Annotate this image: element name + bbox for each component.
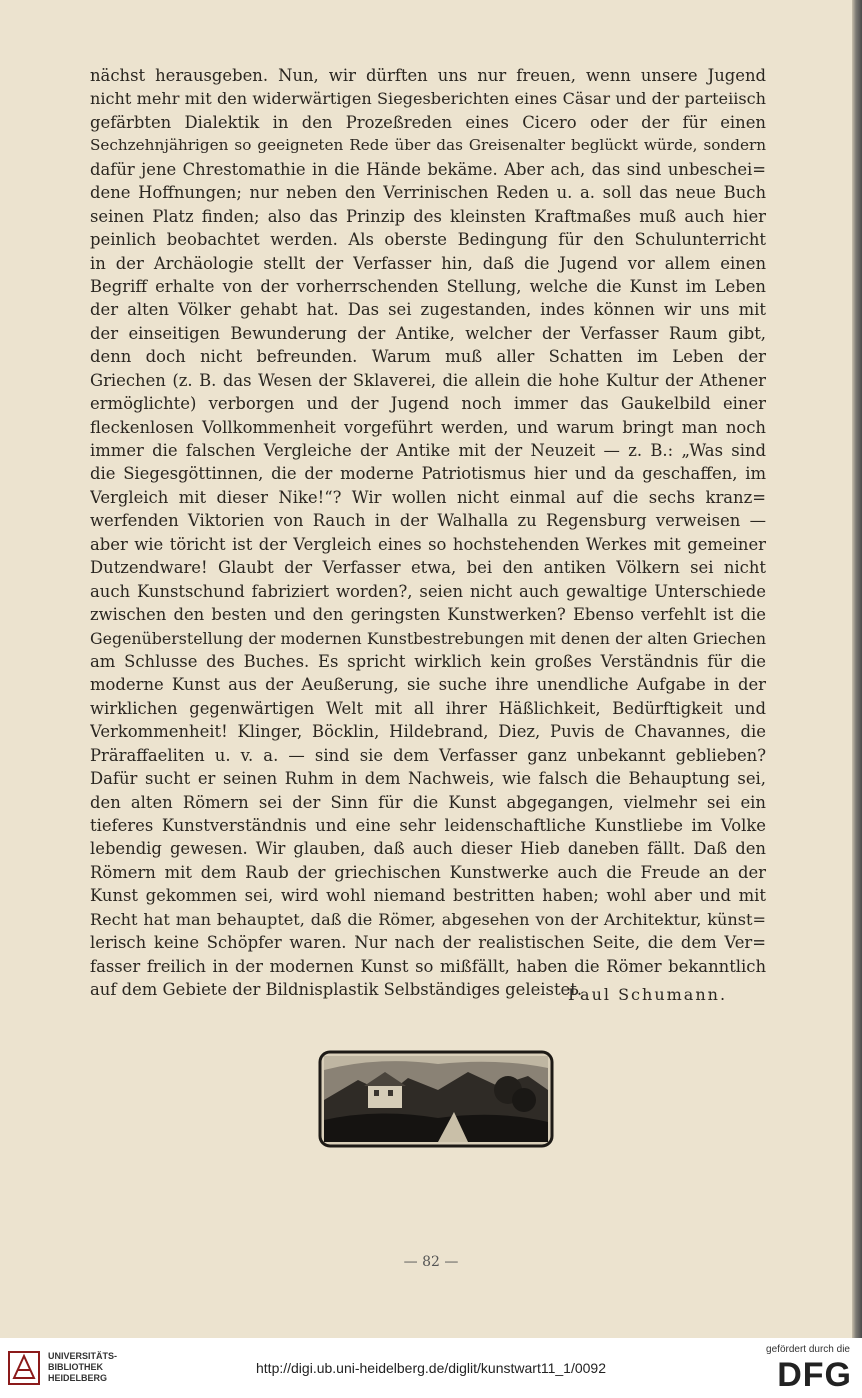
text-line: Vergleich mit dieser Nike!“? Wir wollen nicht einmal auf die sechs kranz= xyxy=(90,487,766,507)
text-line: Präraffaeliten u. v. a. — sind sie dem Verfasser ganz unbekannt geblieben? xyxy=(90,745,766,765)
text-line: werfenden Viktorien von Rauch in der Walhalla zu Regensburg verweisen — xyxy=(90,511,766,531)
text-line: Römern mit dem Raub der griechischen Kunstwerke auch die Freude an der xyxy=(90,862,766,882)
text-line: der alten Völker gehabt hat. Das sei zugestanden, indes können wir uns mit xyxy=(90,300,766,320)
text-line: am Schlusse des Buches. Es spricht wirklich kein großes Verständnis für die xyxy=(90,651,766,671)
text-line: Griechen (z. B. das Wesen der Sklaverei, die allein die hohe Kultur der Athener xyxy=(90,370,766,390)
text-line: zwischen den besten und den geringsten Kunstwerken? Ebenso verfehlt ist die xyxy=(90,605,766,625)
text-line: den alten Römern sei der Sinn für die Kunst abgegangen, vielmehr sei ein xyxy=(90,792,766,812)
text-line: ermöglichte) verborgen und der Jugend noch immer das Gaukelbild einer xyxy=(90,394,766,414)
landscape-vignette-image xyxy=(318,1050,554,1148)
text-line: moderne Kunst aus der Aeußerung, sie suche ihre unendliche Aufgabe in der xyxy=(90,675,766,695)
library-line: BIBLIOTHEK xyxy=(48,1362,103,1372)
text-line: der einseitigen Bewunderung der Antike, welcher der Verfasser Raum gibt, xyxy=(90,323,766,343)
text-line: gefärbten Dialektik in den Prozeßreden eines Cicero oder der für einen xyxy=(90,112,766,132)
text-line: denn doch nicht befreunden. Warum muß aller Schatten im Leben der xyxy=(90,347,766,367)
text-line: Gegenüberstellung der modernen Kunstbestrebungen mit denen der alten Griechen xyxy=(90,628,766,648)
text-line: Verkommenheit! Klinger, Böcklin, Hildebrand, Diez, Puvis de Chavannes, die xyxy=(90,722,766,742)
text-line: nächst herausgeben. Nun, wir dürften uns nur freuen, wenn unsere Jugend xyxy=(90,66,766,85)
text-line: seinen Platz finden; also das Prinzip des kleinsten Kraftmaßes muß auch hier xyxy=(90,206,766,226)
text-line: aber wie töricht ist der Vergleich eines so hochstehenden Werkes mit gemeiner xyxy=(90,534,766,554)
page-edge-shadow xyxy=(852,0,862,1338)
author-signature: Paul Schumann. xyxy=(568,985,728,1004)
dfg-logo: DFG xyxy=(777,1356,852,1394)
text-line: die Siegesgöttinnen, die der moderne Patriotismus hier und da geschaffen, im xyxy=(90,464,766,484)
text-line: auf dem Gebiete der Bildnisplastik Selbständiges geleistet. xyxy=(90,980,583,1000)
text-line: dene Hoffnungen; nur neben den Verrinischen Reden u. a. soll das neue Buch xyxy=(90,183,766,203)
viewer-footer xyxy=(0,1338,862,1398)
text-line: Begriff erhalte von der vorherrschenden Stellung, welche die Kunst im Leben xyxy=(90,276,766,296)
text-line: nicht mehr mit den widerwärtigen Siegesberichten eines Cäsar und der parteiisch xyxy=(90,89,766,109)
library-line: HEIDELBERG xyxy=(48,1373,108,1383)
funding-note: gefördert durch die xyxy=(766,1344,850,1355)
text-line: lerisch keine Schöpfer waren. Nur nach der realistischen Seite, die dem Ver= xyxy=(90,933,766,953)
permalink-url[interactable]: http://digi.ub.uni-heidelberg.de/diglit/kunstwart11_1/0092 xyxy=(256,1360,606,1376)
article-body xyxy=(90,64,766,1002)
text-line: immer die falschen Vergleiche der Antike mit der Neuzeit — z. B.: „Was sind xyxy=(90,441,766,460)
text-line: fasser freilich in der modernen Kunst so mißfällt, haben die Römer bekanntlich xyxy=(90,956,766,976)
text-line: dafür jene Chrestomathie in die Hände bekäme. Aber ach, das sind unbeschei= xyxy=(90,159,766,179)
library-line: UNIVERSITÄTS- xyxy=(48,1351,118,1361)
text-line: Dafür sucht er seinen Ruhm in dem Nachweis, wie falsch die Behauptung sei, xyxy=(90,769,766,789)
text-line: in der Archäologie stellt der Verfasser hin, daß die Jugend vor allem einen xyxy=(90,253,766,273)
page-number: — 82 — xyxy=(403,1254,459,1270)
text-line: Kunst gekommen sei, wird wohl niemand bestritten haben; wohl aber und mit xyxy=(90,886,766,906)
text-line: lebendig gewesen. Wir glauben, daß auch dieser Hieb daneben fällt. Daß den xyxy=(90,839,766,859)
text-line: auch Kunstschund fabriziert worden?, seien nicht auch gewaltige Unterschiede xyxy=(90,581,766,601)
text-line: tieferes Kunstverständnis und eine sehr leidenschaftliche Kunstliebe im Volke xyxy=(90,816,766,835)
text-line: peinlich beobachtet werden. Als oberste Bedingung für den Schulunterricht xyxy=(90,230,766,250)
text-line: Dutzendware! Glaubt der Verfasser etwa, bei den antiken Völkern sei nicht xyxy=(90,558,766,578)
text-line: Recht hat man behauptet, daß die Römer, abgesehen von der Architektur, künst= xyxy=(90,909,766,929)
text-line: Sechzehnjährigen so geeigneten Rede über das Greisenalter beglückt würde, sondern xyxy=(90,136,766,155)
text-line: fleckenlosen Vollkommenheit vorgeführt werden, und warum bringt man noch xyxy=(90,417,766,437)
text-line: wirklichen gegenwärtigen Welt mit all ihrer Häßlichkeit, Bedürftigkeit und xyxy=(90,698,766,718)
